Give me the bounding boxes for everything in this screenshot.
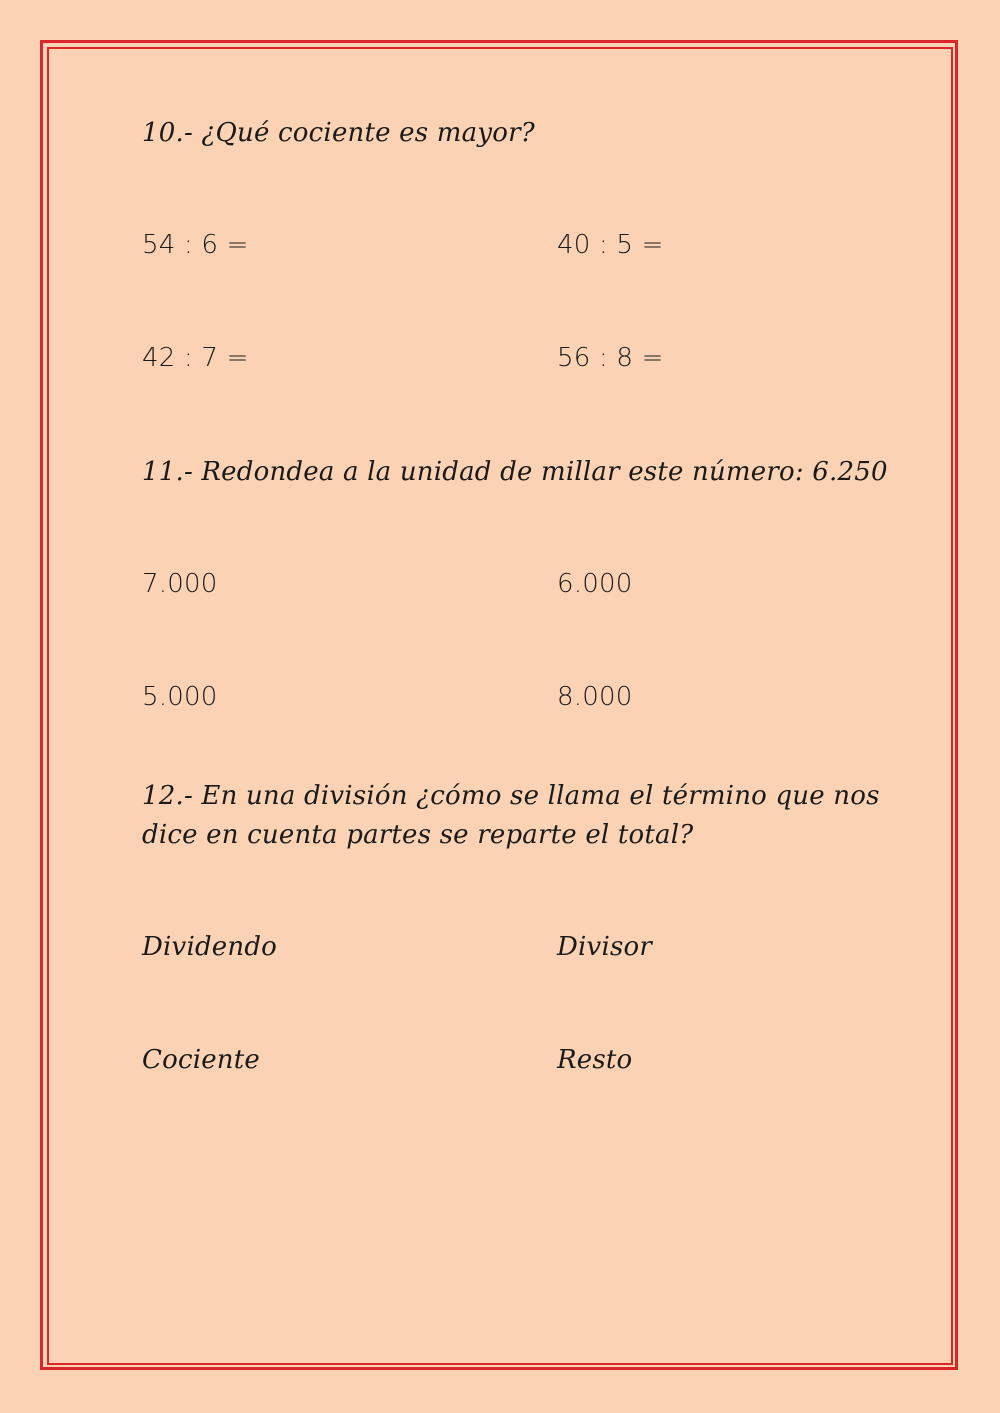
q10-option-3[interactable]: 42 : 7 =: [142, 343, 249, 373]
q10-option-2[interactable]: 40 : 5 =: [557, 230, 664, 260]
q10-option-1[interactable]: 54 : 6 =: [142, 230, 249, 260]
q11-option-3[interactable]: 5.000: [142, 682, 218, 712]
question-11-title: 11.- Redondea a la unidad de millar este número: 6.250: [142, 457, 888, 487]
q12-option-1[interactable]: Dividendo: [142, 932, 278, 962]
q11-option-4[interactable]: 8.000: [557, 682, 633, 712]
q12-option-3[interactable]: Cociente: [142, 1045, 260, 1075]
q12-option-4[interactable]: Resto: [557, 1045, 633, 1075]
q11-option-2[interactable]: 6.000: [557, 569, 633, 599]
question-12-title-line-1: 12.- En una división ¿cómo se llama el término que nos: [142, 781, 880, 811]
q10-option-4[interactable]: 56 : 8 =: [557, 343, 664, 373]
q11-option-1[interactable]: 7.000: [142, 569, 218, 599]
q12-option-2[interactable]: Divisor: [557, 932, 652, 962]
question-10-title: 10.- ¿Qué cociente es mayor?: [142, 118, 535, 148]
question-12-title-line-2: dice en cuenta partes se reparte el total?: [142, 820, 694, 850]
